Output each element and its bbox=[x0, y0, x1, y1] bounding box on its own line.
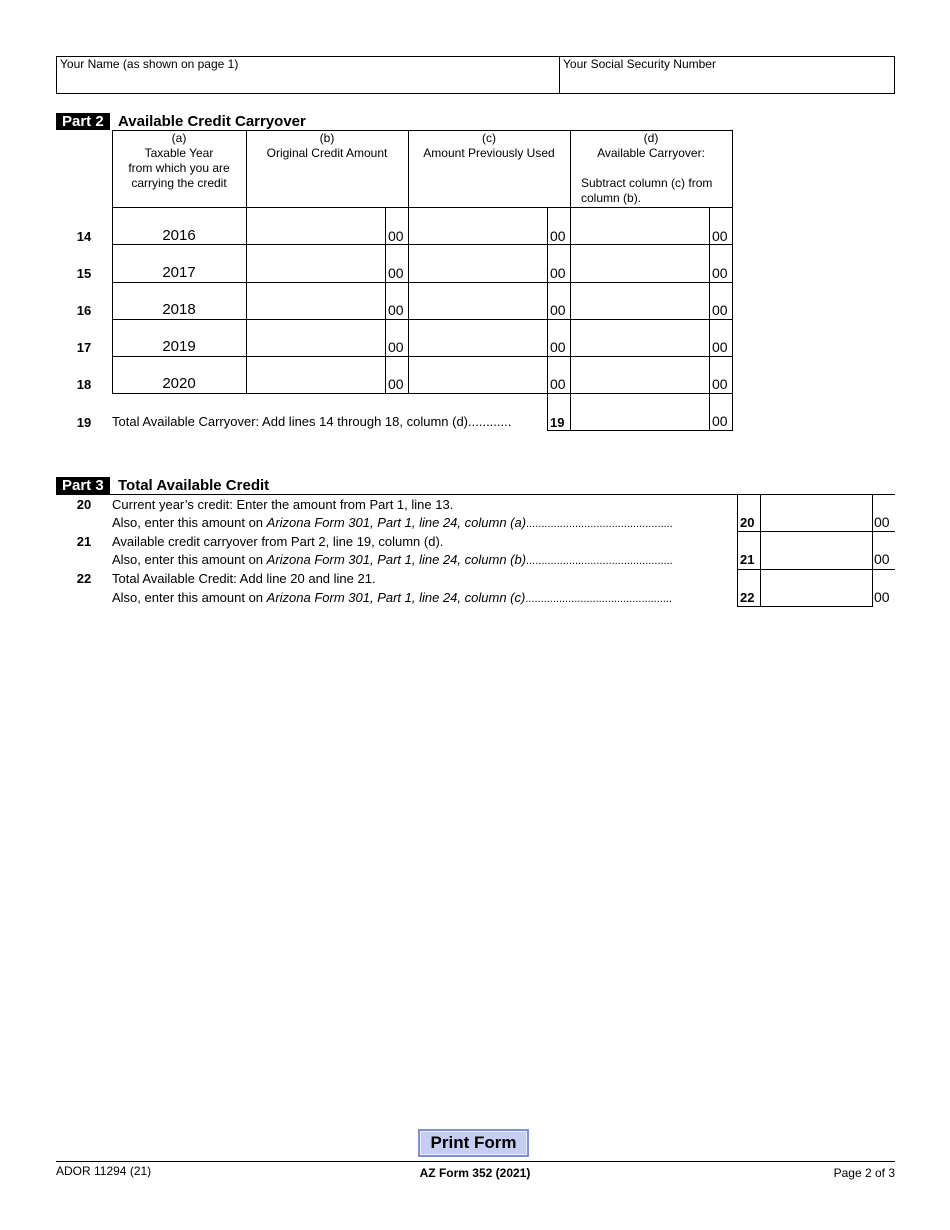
grid-line bbox=[385, 207, 386, 394]
grid-line bbox=[872, 494, 873, 607]
previously-used-input[interactable] bbox=[409, 208, 546, 244]
form-reference: Arizona Form 301, Part 1, line 24, column (c) bbox=[266, 590, 526, 605]
footer-form-title: AZ Form 352 (2021) bbox=[419, 1166, 531, 1180]
cents: 00 bbox=[388, 228, 404, 244]
original-credit-input[interactable] bbox=[247, 245, 384, 281]
available-carryover-input[interactable] bbox=[571, 357, 708, 393]
previously-used-input[interactable] bbox=[409, 245, 546, 281]
footer-page-number: Page 2 of 3 bbox=[833, 1166, 895, 1180]
taxable-year: 2019 bbox=[162, 338, 196, 355]
col-d-line3: column (b). bbox=[581, 191, 642, 205]
text-part: Also, enter this amount on bbox=[112, 552, 267, 567]
ssn-label: Your Social Security Number bbox=[563, 57, 716, 71]
original-credit-input[interactable] bbox=[247, 283, 384, 319]
form-reference: Arizona Form 301, Part 1, line 24, column (b) bbox=[266, 552, 527, 567]
part2-title: Available Credit Carryover bbox=[118, 113, 306, 130]
cents: 00 bbox=[712, 413, 728, 429]
line-box-number: 20 bbox=[740, 515, 755, 530]
col-a-line1: Taxable Year bbox=[144, 146, 214, 160]
line-number: 19 bbox=[76, 415, 92, 430]
cents: 00 bbox=[388, 339, 404, 355]
col-d-line1: Available Carryover: bbox=[597, 146, 705, 160]
leader-dots: ................................................ bbox=[525, 593, 673, 605]
col-c-line1: Amount Previously Used bbox=[423, 146, 555, 160]
line-number: 15 bbox=[76, 266, 92, 281]
line-instruction-2 bbox=[112, 589, 728, 608]
line-instruction: Current year’s credit: Enter the amount from Part 1, line 13. bbox=[112, 497, 454, 512]
line-number: 17 bbox=[76, 340, 92, 355]
col-b-letter: (b) bbox=[319, 131, 335, 145]
previously-used-input[interactable] bbox=[409, 283, 546, 319]
line-number: 22 bbox=[76, 571, 92, 586]
form-reference: Arizona Form 301, Part 1, line 24, column (a) bbox=[266, 515, 527, 530]
name-label: Your Name (as shown on page 1) bbox=[60, 57, 239, 71]
line-box-number: 19 bbox=[550, 415, 565, 430]
col-d-letter: (d) bbox=[643, 131, 659, 145]
cents: 00 bbox=[874, 514, 890, 530]
taxable-year: 2020 bbox=[162, 375, 196, 392]
cents: 00 bbox=[874, 551, 890, 567]
cents: 00 bbox=[550, 302, 566, 318]
line-number: 16 bbox=[76, 303, 92, 318]
col-a-letter: (a) bbox=[171, 131, 187, 145]
line-box-number: 22 bbox=[740, 590, 755, 605]
cents: 00 bbox=[712, 265, 728, 281]
carryover-credit-input[interactable] bbox=[761, 532, 871, 568]
col-d-line2: Subtract column (c) from bbox=[581, 176, 713, 190]
name-field[interactable] bbox=[57, 72, 558, 93]
original-credit-input[interactable] bbox=[247, 320, 384, 356]
part3-title: Total Available Credit bbox=[118, 477, 270, 494]
cents: 00 bbox=[550, 265, 566, 281]
available-carryover-input[interactable] bbox=[571, 245, 708, 281]
available-carryover-input[interactable] bbox=[571, 208, 708, 244]
total-carryover-input[interactable] bbox=[571, 394, 708, 430]
current-year-credit-input[interactable] bbox=[761, 495, 871, 531]
previously-used-input[interactable] bbox=[409, 320, 546, 356]
text-part: Also, enter this amount on bbox=[112, 515, 267, 530]
original-credit-input[interactable] bbox=[247, 357, 384, 393]
taxable-year: 2016 bbox=[162, 227, 196, 244]
line-number: 21 bbox=[76, 534, 92, 549]
available-carryover-input[interactable] bbox=[571, 320, 708, 356]
cents: 00 bbox=[712, 376, 728, 392]
part2-tag: Part 2 bbox=[56, 113, 110, 130]
footer-form-code: ADOR 11294 (21) bbox=[56, 1164, 152, 1178]
grid-line bbox=[737, 606, 873, 607]
part3-tag: Part 3 bbox=[56, 477, 110, 494]
grid-line bbox=[547, 430, 733, 431]
line-box-number: 21 bbox=[740, 552, 755, 567]
line-instruction-2 bbox=[112, 514, 728, 533]
col-c-header bbox=[408, 131, 570, 161]
previously-used-input[interactable] bbox=[409, 357, 546, 393]
taxable-year: 2018 bbox=[162, 301, 196, 318]
cents: 00 bbox=[550, 339, 566, 355]
leader-dots: ................................................ bbox=[526, 518, 673, 530]
col-b-header bbox=[246, 131, 408, 161]
original-credit-input[interactable] bbox=[247, 208, 384, 244]
cents: 00 bbox=[388, 265, 404, 281]
cents: 00 bbox=[712, 339, 728, 355]
total-available-credit-input[interactable] bbox=[761, 570, 871, 606]
col-a-header bbox=[112, 131, 246, 191]
line-number: 14 bbox=[76, 229, 92, 244]
grid-line bbox=[737, 494, 738, 607]
text-part: Also, enter this amount on bbox=[112, 590, 267, 605]
total-carryover-text: Total Available Carryover: Add lines 14 through 18, column (d)............ bbox=[112, 414, 512, 429]
line-number: 20 bbox=[76, 497, 92, 512]
ssn-field[interactable] bbox=[560, 72, 894, 93]
line-instruction: Total Available Credit: Add line 20 and line 21. bbox=[112, 571, 376, 586]
col-c-letter: (c) bbox=[482, 131, 496, 145]
col-b-line1: Original Credit Amount bbox=[266, 146, 388, 160]
cents: 00 bbox=[388, 302, 404, 318]
col-a-line2: from which you are bbox=[128, 161, 230, 175]
line-instruction: Available credit carryover from Part 2, line 19, column (d). bbox=[112, 534, 444, 549]
cents: 00 bbox=[712, 228, 728, 244]
col-a-line3: carrying the credit bbox=[131, 176, 227, 190]
cents: 00 bbox=[550, 228, 566, 244]
grid-line bbox=[732, 130, 733, 431]
cents: 00 bbox=[388, 376, 404, 392]
spacer bbox=[570, 161, 732, 176]
leader-dots: ................................................ bbox=[526, 555, 673, 567]
cents: 00 bbox=[712, 302, 728, 318]
available-carryover-input[interactable] bbox=[571, 283, 708, 319]
col-d-header bbox=[570, 131, 732, 206]
line-instruction-2 bbox=[112, 551, 728, 570]
cents: 00 bbox=[550, 376, 566, 392]
cents: 00 bbox=[874, 589, 890, 605]
line-number: 18 bbox=[76, 377, 92, 392]
taxable-year: 2017 bbox=[162, 264, 196, 281]
footer-rule bbox=[56, 1161, 895, 1162]
print-form-button[interactable]: Print Form bbox=[418, 1129, 529, 1157]
